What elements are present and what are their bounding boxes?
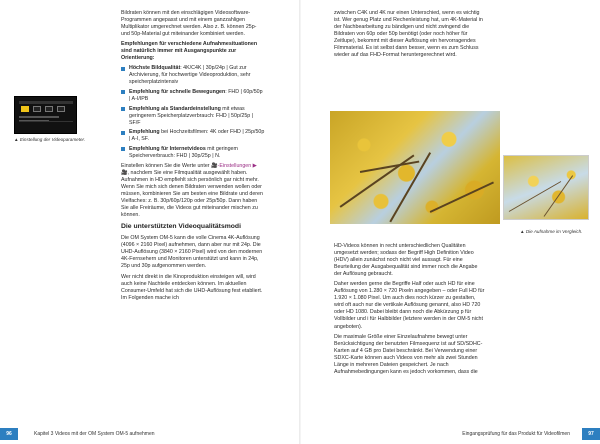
menu-path-link: 🎥-Einstellungen ▶ 🎥: [121, 162, 257, 176]
paragraph: zwischen C4K und 4K nur einen Unterschied, wenn es wichtig ist. Wer genug Platz und Rechenleistung hat, um 4K-Material in der Nachbearbeitung zu bändigen und nicht zwingend die Bildraten von 60p oder 50p benötigt (oder noch höher für Zeitlupe), bekommt mit dieser Auflösung ein hervorragendes Filmmaterial. Es ist selbst dann besser, wenn es zum Schluss wieder auf das FHD-Format heruntergerechnet wird.: [334, 10, 483, 59]
paragraph: Daher werden gerne die Begriffe Half oder auch HD für eine Auflösung von 1.280 × 720 Pixeln angegeben – oder Full HD für 1.920 × 1.080 Pixel. Um auch dies noch kürzer zu gestalten, wird oft auch nur die vertikale Auflösung genannt, also HD 720 oder HD 1080. Dabei bleibt dann noch die Abkürzung p für Vollbilder und i für Halbbilder (letztere werden in der OM-5 nicht angeboten).: [334, 281, 485, 330]
paragraph: Die OM System OM-5 kann die volle Cinema 4K-Auflösung (4096 × 2160 Pixel) aufnehmen, dann aber nur mit 24p. Die UHD-Auflösung (3840 × 2160 Pixel) wird von den modernen 4K-Fernsehern und Monitoren unterstützt und kann in 24p, 25p und 30p aufgenommen werden.: [121, 235, 263, 270]
right-text-column-top: [334, 10, 486, 62]
list-item: Empfehlung für Internetvideos mit geringem Speicherverbrauch: FHD | 30p/25p | N.: [121, 146, 265, 160]
paragraph: Die maximale Größe einer Einzelaufnahme bewegt unter Berücksichtigung der benutzten Filmsequenz ist auf SD/SDHC-Karten auf 4 GB pro Datei beschränkt. Bei Verwendung einer SDXC-Karte können auch Videos von mehr als zwei Stunden Länge in mehreren Dateien gespeichert. Je nach Aufnahmebedingungen kann es jedoch vorkommen, dass die: [334, 333, 483, 375]
list-item: Höchste Bildqualität: 4K/C4K | 30p/24p | Gut zur Archivierung, für hochwertige Videoproduktion, sehr speicherplatzintensiv: [121, 65, 265, 86]
right-text-column-bottom: [334, 243, 486, 379]
paragraph: HD-Videos können in recht unterschiedlichen Qualitäten umgesetzt werden; sodass der Begriff High Definition Video (HDV) allein zunächst noch nicht viel aussagt. Für eine Beurteilung der Ausgabequalität sind immer noch die Angabe der Auflösung gebraucht.: [334, 243, 478, 278]
list-item: Empfehlung bei Hochzeitsfilmen: 4K oder FHD | 25p/50p | A-I, SF.: [121, 129, 265, 143]
camera-menu-screenshot: [14, 96, 77, 134]
paragraph: Einstellen können Sie die Werte unter 🎥-Einstellungen ▶ 🎥, nachdem Sie eine Filmqualität ausgewählt haben. Aufnahmen in HD empfiehlt sich persönlich gar nicht mehr. Wenn Sie mich sich denen Bildraten verwenden wollen oder müssen, kombinieren Sie am besten eine Bildrate und deren Vielfaches: z. B. 30p/60p/120p oder 25p/50p. Dann haben Sie alle Freiräume, die Videos gut miteinander mischen zu können.: [121, 162, 263, 219]
photo-caption: ▲ Die Aufnahme im Vergleich.: [520, 229, 583, 234]
paragraph: Wer nicht direkt in die Kinoproduktion einsteigen will, wird auch keine Nachteile entdecken können. Im aktuellen Consumer-Umfeld hat sich die UHD-Auflösung fest etabliert. Im Folgenden mache ich: [121, 273, 263, 301]
paragraph-intro: Empfehlungen für verschiedene Aufnahmesituationen sind natürlich immer mit Ausgangspunkte zur Orientierung:: [121, 41, 258, 62]
paragraph: Bildraten können mit den einschlägigen Videosoftware-Programmen angepasst und mit einem ganzzahligen Multiplikator umgerechnet werden. Also z. B. können 25p- und 50p-Material gut miteinander kombiniert werden.: [121, 10, 257, 38]
left-text-column: [121, 10, 265, 305]
footer-right: Eingangsprüfung für das Produkt für Videofilmen: [462, 431, 570, 437]
flower-photo-full: [330, 111, 500, 224]
section-heading: Die unterstützten Videoqualitätsmodi: [121, 223, 241, 231]
recommendation-list: [121, 65, 265, 160]
page-gutter: [299, 0, 301, 444]
footer-left: Kapitel 3 Videos mit der OM System OM-5 aufnehmen: [34, 431, 155, 437]
flower-photo-crop: [503, 155, 589, 220]
page-number-right: 97: [582, 428, 600, 440]
list-item: Empfehlung als Standardeinstellung mit etwas geringerem Speicherplatzverbrauch: FHD | 50p/25p | SF/F: [121, 106, 265, 127]
list-item: Empfehlung für schnelle Bewegungen: FHD | 60p/50p | A-I/IPB: [121, 89, 265, 103]
camera-caption: ▲ Einstellung der Videoparameter.: [14, 137, 86, 142]
page-number-left: 96: [0, 428, 18, 440]
